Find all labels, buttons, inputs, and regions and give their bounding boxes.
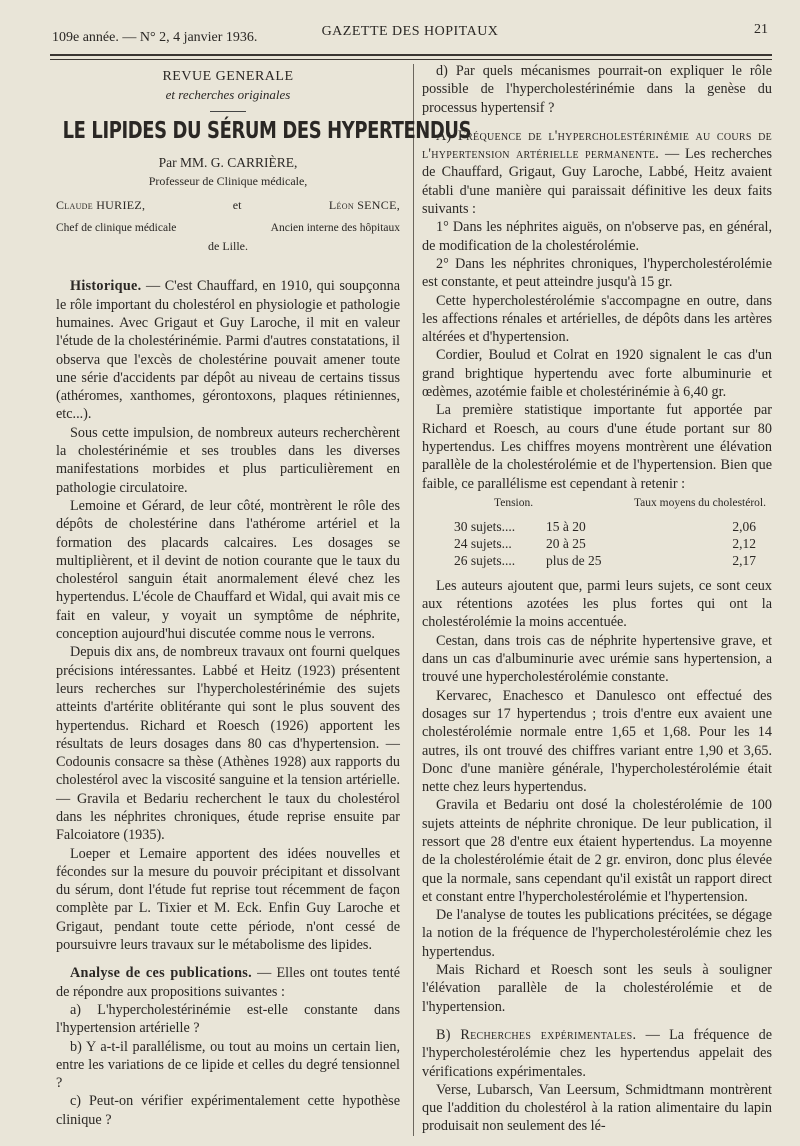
question-b: b) Y a-t-il parallélisme, ou tout au moins un certain lien, entre les variations de ce lipide et celles du degré tensionnel ? <box>56 1038 400 1092</box>
paragraph: Kervarec, Enachesco et Danulesco ont effectué des dosages sur 17 hypertendus ; trois d'entre eux avaient une cholestérolémie normale entre 1,65 et 1,68. Pour les 14 autres, ils ont trouvé des chiffres variant entre 1,90 et 3,65. Donc d'une manière générale, l'hypercholestérolémie était nette chez leurs hypertendus. <box>422 687 772 796</box>
divider <box>210 111 246 112</box>
page-header <box>52 22 768 48</box>
run-in-heading: Analyse de ces publications. <box>70 965 252 982</box>
paragraph: Sous cette impulsion, de nombreux auteurs recherchèrent la cholestérinémie et ses troubles dans les diverses manifestations morbides et plus particulièrement en pathologie circulatoire. <box>56 424 400 496</box>
section-b-heading: B) Recherches expérimentales. <box>436 1026 637 1043</box>
paragraph: Gravila et Bedariu ont dosé la cholestérolémie de 100 sujets atteints de néphrite chronique. De leur publication, il ressort que 28 d'entre eux étaient hypertendus. La moyenne de la cholestérolémie était de 2 gr. environ, donc plus élevée que la normale, sans cependant qu'il existât un rapport direct et constant entre l'hypercholestérolémie et l'hypertension. <box>422 797 772 905</box>
authors-line: Par MM. G. CARRIÈRE, <box>158 154 298 170</box>
section-a <box>422 127 772 218</box>
page-number: 21 <box>754 22 768 37</box>
author-role: Professeur de Clinique médicale, <box>148 174 308 189</box>
table-cell: plus de 25 <box>546 552 602 568</box>
paragraph-analyse <box>56 964 400 1001</box>
table-cell: 24 sujets... <box>454 535 512 551</box>
table-cell: 15 à 20 <box>546 518 586 534</box>
paragraph: De l'analyse de toutes les publications précitées, se dégage la notion de la fréquence de l'hypercholestérolémie chez les hypertendus. <box>422 907 772 960</box>
paragraph: Loeper et Lemaire apportent des idées nouvelles et fécondes sur la mesure du pouvoir précipitant et dissolvant du sérum, dont l'étude fut reprise tout récemment de façon complète par L. Tixier et M. Eck. Enfin Guy Laroche et Grigaut, pendant toute cette période, n'ont cessé de poursuivre leurs travaux sur le métabolisme des lipides. <box>56 845 400 954</box>
paragraph-historique <box>56 277 400 423</box>
article-title: LE LIPIDES DU SÉRUM DES HYPERTENDUS <box>62 117 472 144</box>
issue-line: 109e année. — N° 2, 4 janvier 1936. <box>52 30 258 45</box>
run-in-heading: Historique. <box>70 278 142 295</box>
section-heading: REVUE GENERALE <box>162 69 294 84</box>
paragraph: Verse, Lubarsch, Van Leersum, Schmidtmann montrèrent que l'addition du cholestérol à la ration alimentaire du lapin produisait non seulement des lé- <box>422 1081 772 1135</box>
question-c: c) Peut-on vérifier expérimentalement cette hypothèse clinique ? <box>56 1093 400 1128</box>
paragraph-text: — La fréquence de l'hypercholestérolémie chez les hypertendus appelait des vérifications expérimentales. <box>422 1026 772 1080</box>
table-cell: 20 à 25 <box>546 535 586 551</box>
journal-name: GAZETTE DES HOPITAUX <box>321 24 499 39</box>
coauthor-2: Léon SENCE, <box>328 198 400 213</box>
table-cell: 26 sujets.... <box>454 552 516 568</box>
fact-1: 1° Dans les néphrites aiguës, on n'observe pas, en général, de modification de la cholestérolémie. <box>422 219 772 254</box>
paragraph-text: — Elles ont toutes tenté de répondre aux propositions suivantes : <box>56 965 400 1000</box>
cholesterol-table <box>422 495 772 569</box>
section-subheading: et recherches originales <box>165 87 291 103</box>
paragraph: Lemoine et Gérard, de leur côté, montrèrent le rôle des dépôts de cholestérine dans l'athérome artériel et la formation des placards calcaires. Les dosages se multiplièrent, et il devint de notion courante que le taux du cholestérol sanguin était anormalement élevé chez les hypertendus. L'école de Chauffard et Widal, qui avait mis ce fait en valeur, y voyait un symptôme de néphrite, conception aujourd'hui discutée comme nous le verrons. <box>56 497 400 643</box>
table-cell: 30 sujets.... <box>454 518 516 534</box>
column-divider <box>413 64 414 1136</box>
coauthors-roles <box>56 219 400 237</box>
coauthor-1: Claude HURIEZ, <box>56 198 146 213</box>
table-cell: 2,06 <box>732 518 756 534</box>
paragraph-text: — C'est Chauffard, en 1910, qui soupçonna le rôle important du cholestérol en physiologie et pathologie humaines. Avec Grigaut et Guy Laroche, il mit en valeur l'étude de la cholestérinémie. Parmi d'autres constatations, il observa que l'excès de cholestérine pouvait amener toute une série d'accidents par dépôt au niveau de certains tissus (athéromes, xanthomes, gérontoxons, plaques rétiniennes, etc...). <box>56 278 400 423</box>
affiliation: de Lille. <box>208 239 248 254</box>
paragraph: Cordier, Boulud et Colrat en 1920 signalent le cas d'un grand brightique hypertendu avec forte albuminurie et œdèmes, azotémie faible et cholestérinémie à 6,40 gr. <box>422 347 772 401</box>
header-rule-thin <box>50 59 772 60</box>
paragraph: Cette hypercholestérolémie s'accompagne en outre, dans les affections rénales et artérielles, de dépôts dans les artères altérées et d'hypertension. <box>422 292 772 346</box>
paragraph: Les auteurs ajoutent que, parmi leurs sujets, ce sont ceux aux rétentions azotées les plus fortes qui ont la cholestérolémie la moins accentuée. <box>422 577 772 631</box>
paragraph-text: — Les recherches de Chauffard, Grigaut, Guy Laroche, Labbé, Heitz avaient établi d'une manière qui paraissait définitive les deux faits suivants : <box>422 146 772 218</box>
table-row <box>422 518 772 535</box>
table-cell: 2,17 <box>732 552 756 568</box>
question-a: a) L'hypercholestérinémie est-elle constante dans l'hypertension artérielle ? <box>56 1001 400 1037</box>
paragraph: Cestan, dans trois cas de néphrite hypertensive grave, et dans un cas d'albuminurie avec urémie sans hypertension, a trouvé une hypercholestérolémie constante. <box>422 632 772 686</box>
coauthor-1-role: Chef de clinique médicale <box>56 221 177 234</box>
fact-2: 2° Dans les néphrites chroniques, l'hypercholestérolémie est constante, et peut atteindre jusqu'à 15 gr. <box>422 255 772 291</box>
paragraph: Mais Richard et Roesch sont les seuls à souligner l'élévation parallèle de la cholestérolémie et de l'hypertension. <box>422 962 772 1015</box>
right-column <box>422 62 772 1136</box>
table-row <box>422 552 772 569</box>
paragraph: La première statistique importante fut apportée par Richard et Roesch, au cours d'une étude portant sur 80 hypertendus. Les chiffres moyens montrèrent une élévation parallèle de la cholestérolémie et de l'hypertension. Bien que faible, ce parallélisme est cependant à retenir : <box>422 402 772 492</box>
header-rule <box>50 54 772 56</box>
conjunction: et <box>232 198 242 213</box>
paragraph: Depuis dix ans, de nombreux travaux ont fourni quelques précisions intéressantes. Labbé et Heitz (1923) présentent leurs recherches sur l'hypercholestérinémie des sujets atteints d'artérite oblitérante qui sont le plus souvent des hypertendus. Richard et Roesch (1926) apportent les résultats de leurs dosages dans 80 cas d'hypertension. — Codounis consacre sa thèse (Athènes 1928) aux rapports du cholestérol avec la viscosité sanguine et la tension artérielle. — Gravila et Bedariu recherchent le taux du cholestérol dans les néphrites chroniques, étude reprise ensuite par Falcoiatore (1935). <box>56 644 400 844</box>
table-header-taux: Taux moyens du cholestérol. <box>633 496 766 509</box>
table-header <box>422 495 772 512</box>
coauthors-row <box>56 196 400 214</box>
section-a-heading: A) Fréquence de l'hypercholestérinémie au cours de l'hypertension artérielle permanente. <box>422 127 772 163</box>
table-row <box>422 535 772 552</box>
section-b <box>422 1026 772 1081</box>
table-header-tension: Tension. <box>494 496 534 509</box>
coauthor-2-role: Ancien interne des hôpitaux <box>270 221 400 234</box>
table-cell: 2,12 <box>732 535 756 551</box>
left-column <box>56 62 472 1129</box>
question-d: d) Par quels mécanismes pourrait-on expliquer le rôle possible de l'hypercholestérinémie dans la genèse du processus hypertensif ? <box>422 63 772 116</box>
